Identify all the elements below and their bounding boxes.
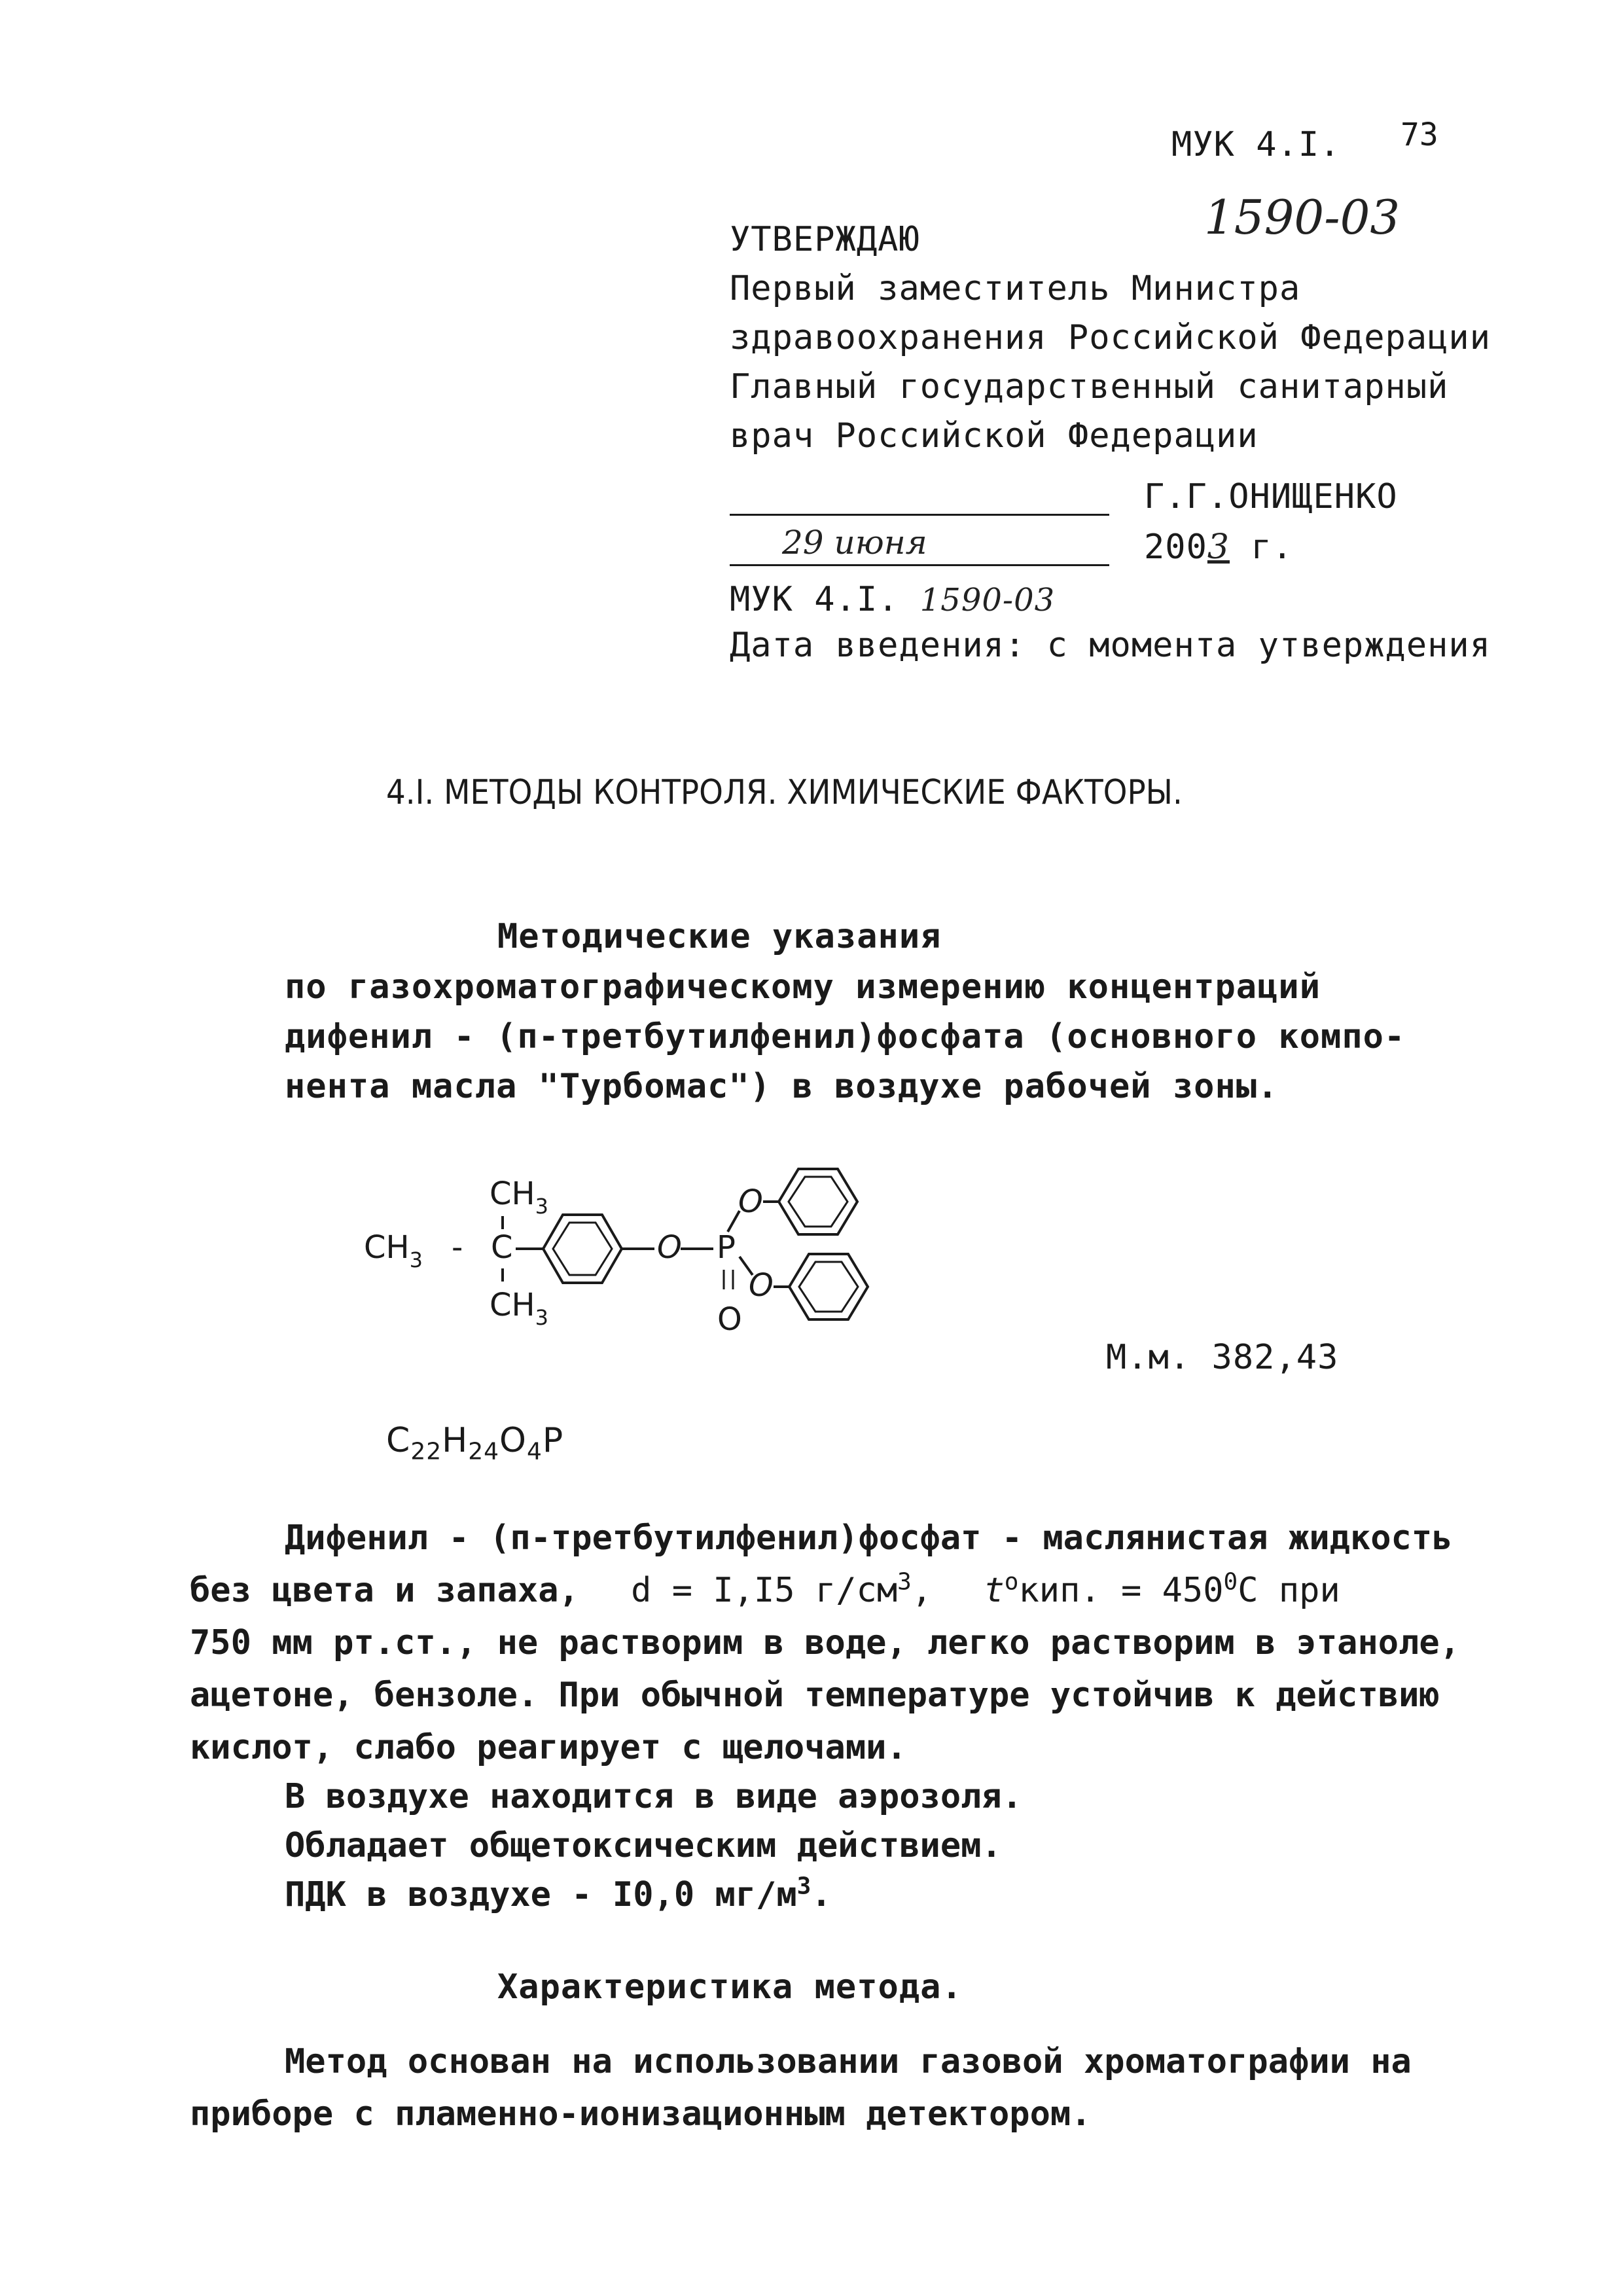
approval-line-3: Главный государственный санитарный xyxy=(730,367,1449,406)
guidelines-line-3: нента масла "Турбомас") в воздухе рабочей зоны. xyxy=(285,1067,1279,1106)
year-suffix: г. xyxy=(1230,528,1293,567)
benzene-ring-lower-inner xyxy=(799,1262,858,1312)
benzene-ring-central-inner xyxy=(553,1223,612,1275)
phosphorus: P xyxy=(717,1229,736,1266)
benzene-ring-central xyxy=(543,1215,622,1283)
gross-o-n: 4 xyxy=(526,1438,543,1465)
molar-mass: М.м. 382,43 xyxy=(1106,1338,1339,1377)
carbon: C xyxy=(491,1229,513,1266)
approval-line-1: Первый заместитель Министра xyxy=(730,269,1301,308)
guidelines-line-2: дифенил - (п-третбутилфенил)фосфата (основного компо- xyxy=(285,1017,1406,1056)
properties-line-4: ацетоне, бензоле. При обычной температуре устойчив к действию xyxy=(190,1676,1440,1715)
boiling-point: $t^окип$. = $450^0C$ при xyxy=(984,1568,1340,1610)
intro-date: Дата введения: с момента утверждения xyxy=(730,626,1491,665)
gross-h: H xyxy=(442,1421,469,1460)
oxygen-1: O xyxy=(657,1229,682,1266)
gross-c-n: 22 xyxy=(410,1438,442,1465)
muk-prefix: МУК 4.I. xyxy=(730,580,899,619)
properties-line-1: Дифенил - (п-третбутилфенил)фосфат - маслянистая жидкость xyxy=(285,1518,1453,1558)
gross-formula xyxy=(386,1421,564,1465)
ch3-bottom: $CH_3$ xyxy=(490,1287,548,1330)
method-line-2: приборе с пламенно-ионизационным детектором. xyxy=(190,2094,1092,2134)
dash-left: - xyxy=(452,1229,463,1266)
approval-line-2: здравоохранения Российской Федерации xyxy=(730,318,1491,357)
toxic-line: Обладает общетоксическим действием. xyxy=(285,1826,1002,1865)
gross-h-n: 24 xyxy=(468,1438,500,1465)
ch3-left: $CH_3$ xyxy=(364,1229,423,1272)
gross-o: O xyxy=(499,1421,527,1460)
year-hand: 3 xyxy=(1207,528,1230,567)
handwritten-number: 1590-03 xyxy=(1204,190,1400,245)
gross-c: C xyxy=(386,1421,411,1460)
density: d = I,I5 $г/см^3$, xyxy=(631,1568,933,1610)
aerosol-line: В воздухе находится в виде аэрозоля. xyxy=(285,1777,1023,1816)
method-line-1: Метод основан на использовании газовой хроматографии на xyxy=(285,2042,1412,2081)
handwritten-date: 29 июня xyxy=(782,524,927,562)
gross-p: P xyxy=(542,1421,564,1460)
approval-title: УТВЕРЖДАЮ xyxy=(730,220,920,259)
benzene-ring-upper-inner xyxy=(789,1177,847,1227)
ch3-top: $CH_3$ xyxy=(490,1175,548,1219)
page-number: 73 xyxy=(1400,117,1438,153)
pdk-line: ПДК в воздухе - I0,0 $мг/м^3$. xyxy=(285,1873,832,1914)
section-title: 4.I. МЕТОДЫ КОНТРОЛЯ. ХИМИЧЕСКИЕ ФАКТОРЫ. xyxy=(386,773,1183,812)
properties-line-3: 750 мм рт.ст., не растворим в воде, легко растворим в этаноле, xyxy=(190,1623,1461,1662)
approval-year xyxy=(1144,528,1293,567)
properties-no-color: без цвета и запаха, xyxy=(190,1571,579,1610)
oxygen-lower: O xyxy=(749,1267,774,1304)
signature-line xyxy=(730,514,1109,516)
benzene-ring-lower xyxy=(789,1254,868,1319)
guidelines-line-1: по газохроматографическому измерению концентраций xyxy=(285,967,1321,1007)
properties-line-2 xyxy=(190,1564,1340,1617)
structural-formula xyxy=(353,1158,942,1374)
approval-muk xyxy=(730,580,1056,619)
doc-code: МУК 4.I. xyxy=(1171,125,1341,164)
guidelines-heading: Методические указания xyxy=(497,917,942,956)
year-prefix: 200 xyxy=(1144,528,1207,567)
approval-line-4: врач Российской Федерации xyxy=(730,416,1258,456)
oxygen-upper: O xyxy=(738,1183,763,1220)
date-line xyxy=(730,564,1109,566)
properties-line-5: кислот, слабо реагирует с щелочами. xyxy=(190,1728,907,1767)
method-heading: Характеристика метода. xyxy=(497,1967,963,2007)
muk-hand: 1590-03 xyxy=(919,582,1056,619)
oxygen-bottom: O xyxy=(717,1301,742,1338)
signatory-name: Г.Г.ОНИЩЕНКО xyxy=(1144,477,1398,516)
benzene-ring-upper xyxy=(779,1169,857,1234)
